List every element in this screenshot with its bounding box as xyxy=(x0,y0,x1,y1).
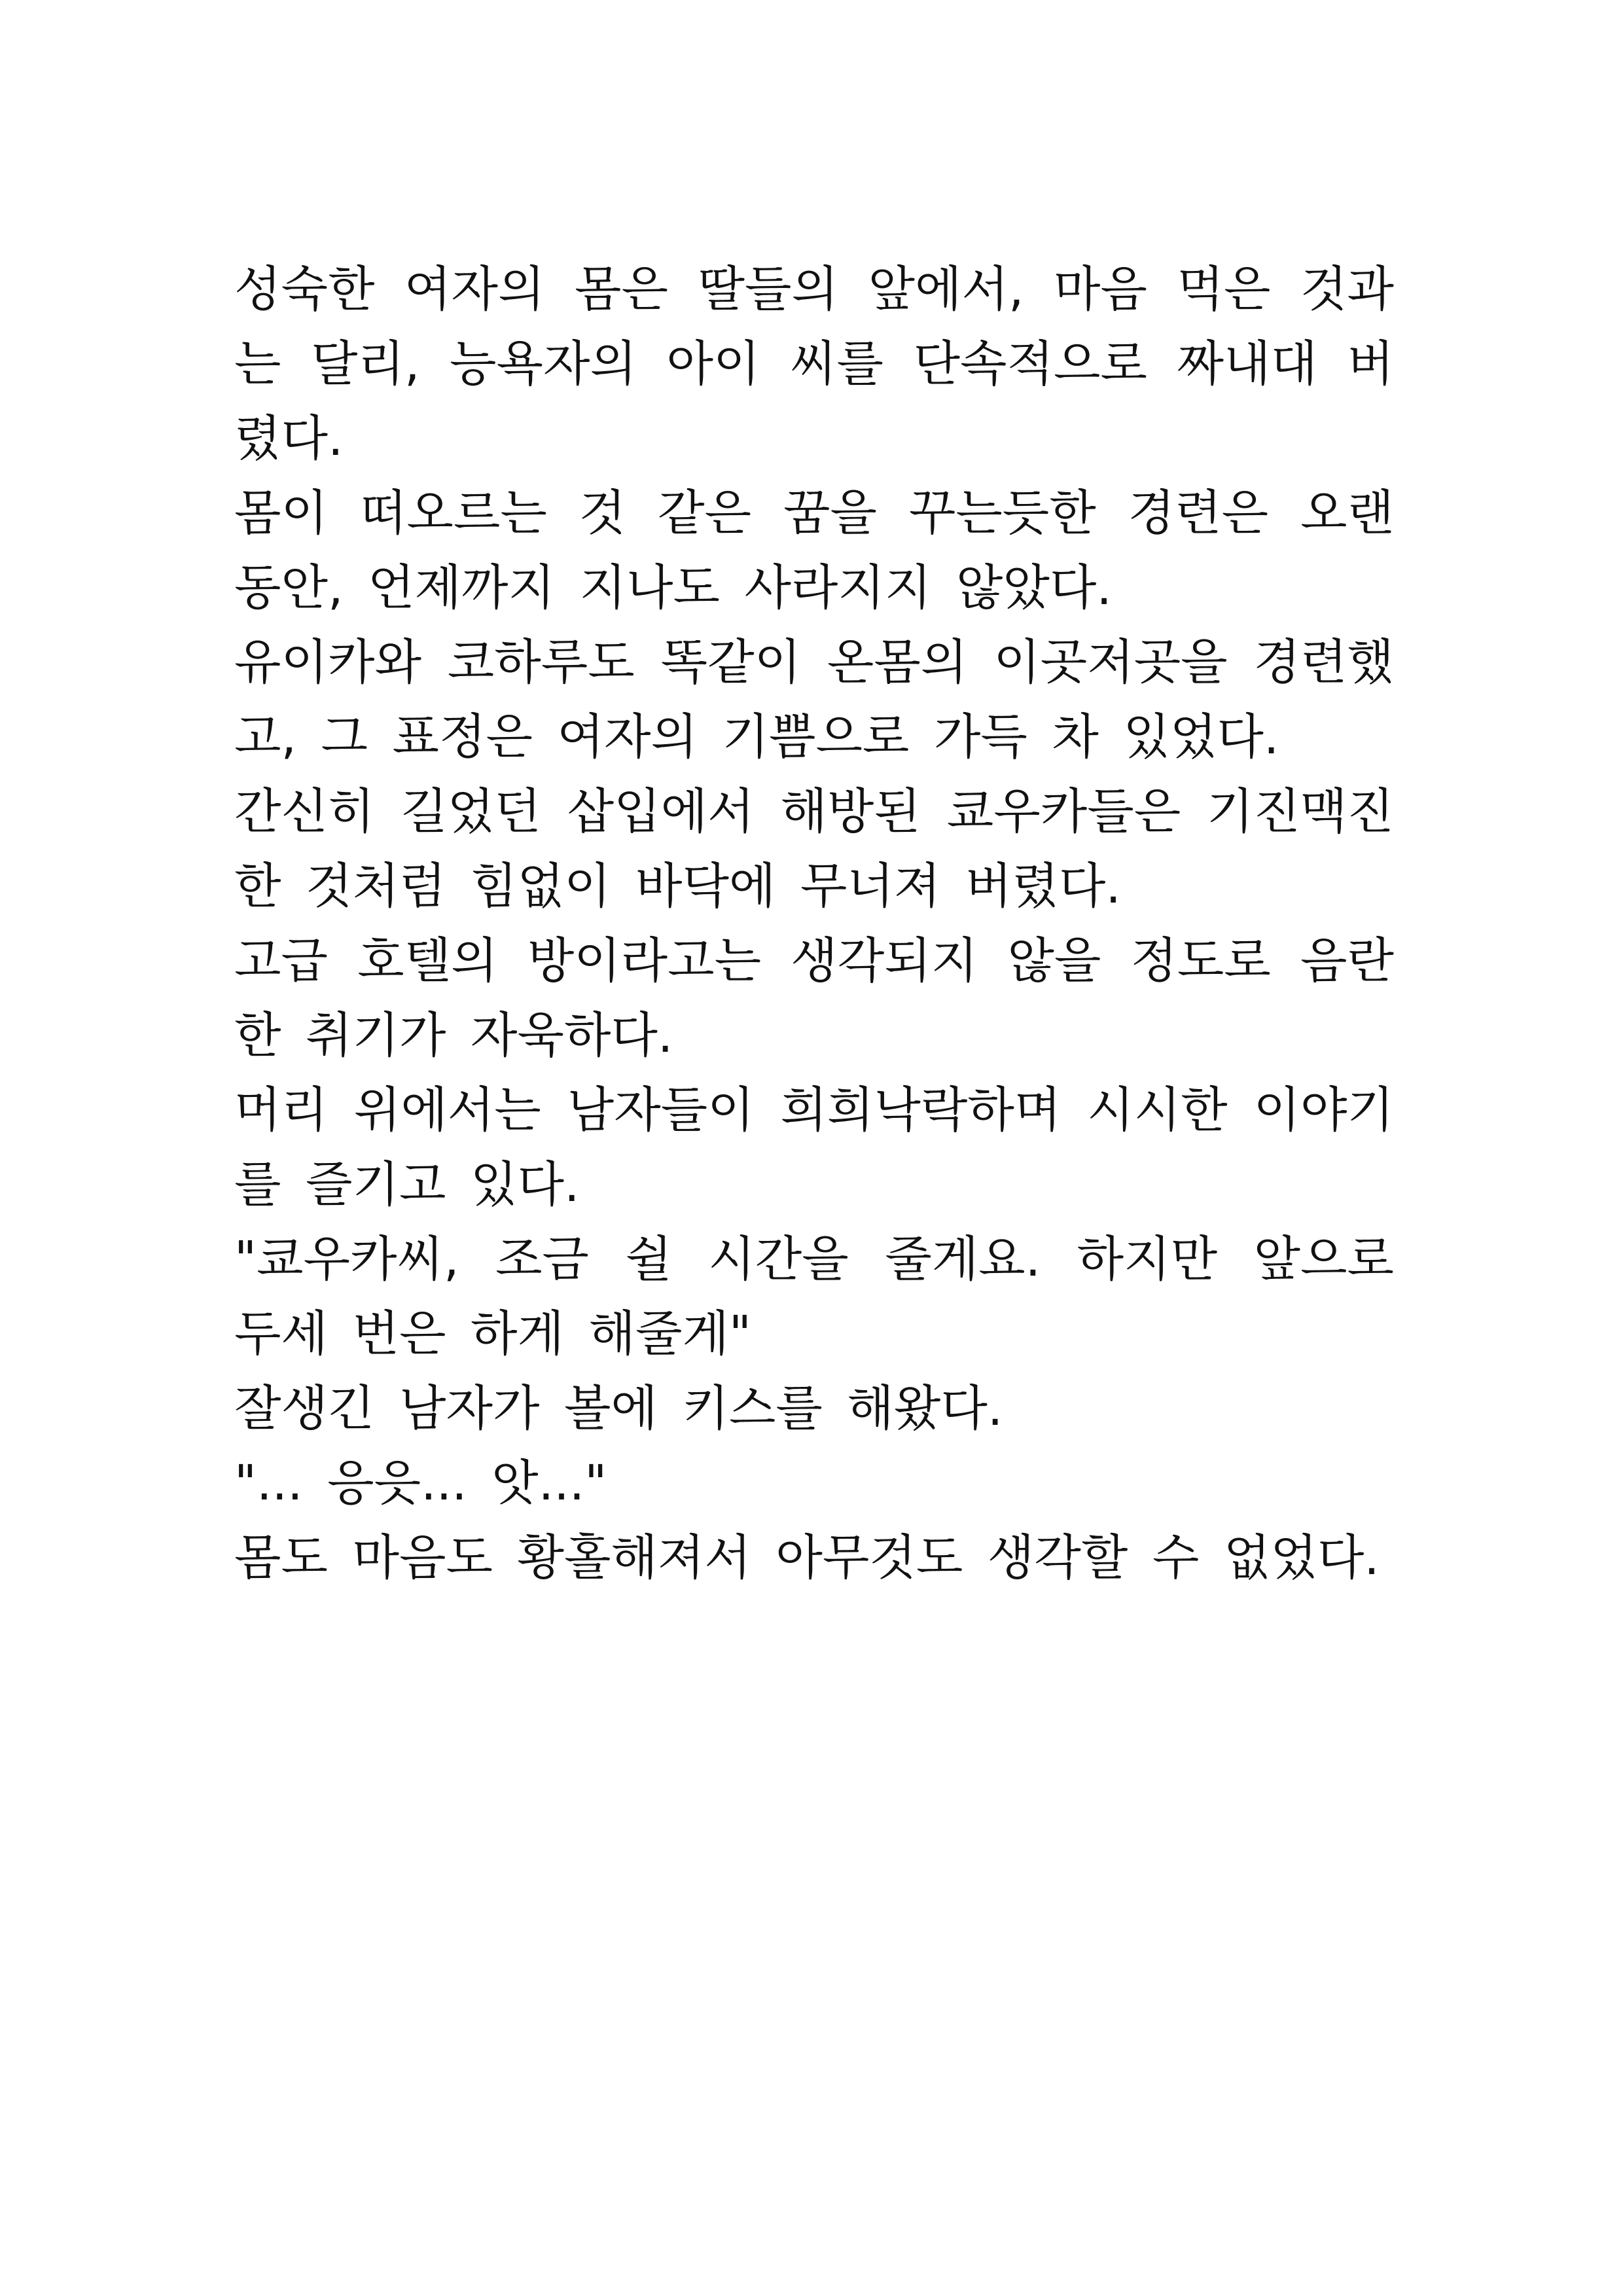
paragraph-6: 머리 위에서는 남자들이 희희낙락하며 시시한 이야기를 즐기고 있다. xyxy=(234,1082,1394,1213)
paragraph-3: 유이카와 코하루도 똑같이 온몸의 이곳저곳을 경련했고, 그 표정은 여자의 기쁨으로 가득 차 있었다. xyxy=(234,634,1394,765)
paragraph-7: "쿄우카씨, 조금 쉴 시간을 줄게요. 하지만 앞으로 두세 번은 하게 해줄게" xyxy=(234,1231,1394,1362)
paragraph-1: 성숙한 여자의 몸은 딸들의 앞에서, 마음 먹은 것과는 달리, 능욕자의 아이 씨를 단속적으로 짜내대 버렸다. xyxy=(234,261,1394,467)
paragraph-2: 몸이 떠오르는 것 같은 꿈을 꾸는듯한 경련은 오랜 동안, 언제까지 지나도 사라지지 않았다. xyxy=(234,485,1394,616)
paragraph-8: 잘생긴 남자가 볼에 키스를 해왔다. xyxy=(234,1380,1003,1437)
body-text xyxy=(234,252,1394,1595)
paragraph-10: 몸도 마음도 황홀해져서 아무것도 생각할 수 없었다. xyxy=(234,1530,1380,1586)
paragraph-9: "... 응읏... 앗..." xyxy=(234,1455,607,1511)
paragraph-4: 간신히 길었던 삽입에서 해방된 쿄우카들은 기진맥진한 것처럼 힘없이 바닥에 무너져 버렸다. xyxy=(234,783,1394,914)
paragraph-5: 고급 호텔의 방이라고는 생각되지 않을 정도로 음란한 취기가 자욱하다. xyxy=(234,933,1394,1064)
